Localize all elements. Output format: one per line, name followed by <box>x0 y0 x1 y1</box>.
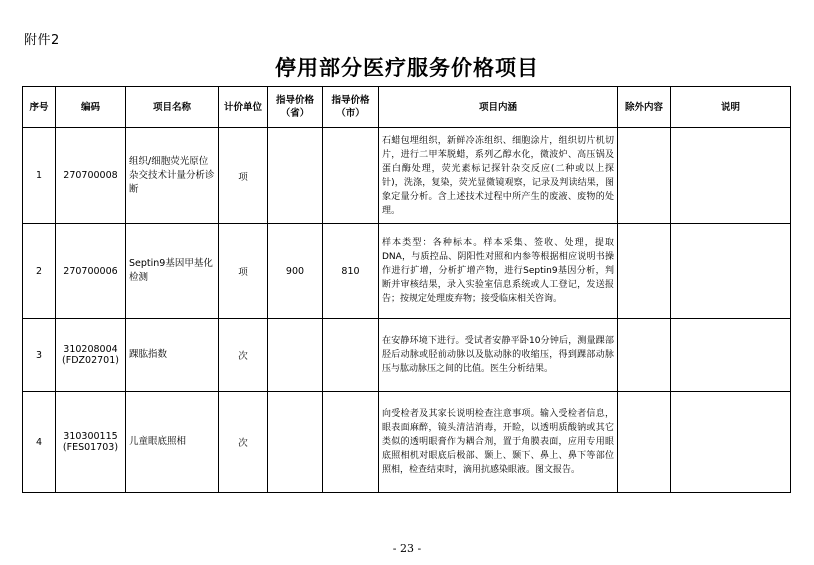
cell-price-city: 810 <box>323 224 379 319</box>
page-title: 停用部分医疗服务价格项目 <box>275 55 539 80</box>
cell-code <box>56 224 126 319</box>
header-price-provincial-line1: 指导价格 <box>275 95 314 106</box>
page-number: - 23 - <box>392 542 422 555</box>
cell-code-secondary: (FDZ02701) <box>62 355 119 366</box>
header-unit: 计价单位 <box>219 87 268 128</box>
cell-price-provincial <box>268 319 323 392</box>
cell-unit: 次 <box>219 319 268 392</box>
cell-name: 组织/细胞荧光原位杂交技术计量分析诊断 <box>126 128 219 224</box>
table-header-row <box>23 87 791 128</box>
cell-code-main: 310300115 <box>63 431 118 442</box>
cell-code-main: 270700008 <box>63 170 118 181</box>
cell-exclusions <box>618 128 671 224</box>
cell-price-city <box>323 392 379 493</box>
cell-content: 石蜡包埋组织，新鲜冷冻组织、细胞涂片，组织切片机切片，进行二甲苯脱蜡，系列乙醇水化，微波炉、高压锅及蛋白酶处理，荧光素标记探针杂交反应(二种或以上探针)，洗涤，复染，荧光显微镜观察，记录及判读结果，图象定量分析。含上述技术过程中所产生的废液、废物的处理。 <box>379 128 618 224</box>
cell-content: 样本类型：各种标本。样本采集、签收、处理，提取DNA，与质控品、阴阳性对照和内参等根据相应说明书操作进行扩增，分析扩增产物，进行Septin9基因分析，判断并审核结果，录入实验室信息系统或人工登记，发送报告；按规定处理废弃物；接受临床相关咨询。 <box>379 224 618 319</box>
cell-unit: 项 <box>219 224 268 319</box>
cell-seq: 4 <box>23 392 56 493</box>
price-items-table <box>22 86 791 493</box>
cell-code-main: 310208004 <box>63 344 118 355</box>
cell-seq: 2 <box>23 224 56 319</box>
cell-seq: 1 <box>23 128 56 224</box>
header-price-city-line1: 指导价格 <box>331 95 370 106</box>
cell-unit: 次 <box>219 392 268 493</box>
cell-code <box>56 128 126 224</box>
cell-exclusions <box>618 224 671 319</box>
cell-price-provincial: 900 <box>268 224 323 319</box>
cell-code <box>56 319 126 392</box>
header-price-city <box>323 87 379 128</box>
header-seq: 序号 <box>23 87 56 128</box>
cell-exclusions <box>618 392 671 493</box>
header-code: 编码 <box>56 87 126 128</box>
header-notes: 说明 <box>671 87 791 128</box>
header-exclusions: 除外内容 <box>618 87 671 128</box>
cell-price-city <box>323 128 379 224</box>
cell-name: Septin9基因甲基化检测 <box>126 224 219 319</box>
header-price-city-line2: （市） <box>336 108 365 119</box>
attachment-label: 附件2 <box>24 33 60 48</box>
cell-code-secondary: (FES01703) <box>62 442 119 453</box>
cell-seq: 3 <box>23 319 56 392</box>
cell-price-city <box>323 319 379 392</box>
cell-content: 在安静环境下进行。受试者安静平卧10分钟后，测量踝部胫后动脉或胫前动脉以及肱动脉的收缩压，得到踝部动脉压与肱动脉压之间的比值。医生分析结果。 <box>379 319 618 392</box>
header-content: 项目内涵 <box>379 87 618 128</box>
cell-notes <box>671 392 791 493</box>
cell-notes <box>671 224 791 319</box>
cell-notes <box>671 128 791 224</box>
cell-notes <box>671 319 791 392</box>
table-row <box>23 224 791 319</box>
table-row <box>23 392 791 493</box>
cell-unit: 项 <box>219 128 268 224</box>
header-price-provincial <box>268 87 323 128</box>
cell-price-provincial <box>268 392 323 493</box>
table-row <box>23 128 791 224</box>
cell-exclusions <box>618 319 671 392</box>
header-name: 项目名称 <box>126 87 219 128</box>
header-price-provincial-line2: （省） <box>280 108 310 119</box>
cell-code <box>56 392 126 493</box>
cell-code-main: 270700006 <box>63 265 118 277</box>
cell-price-provincial <box>268 128 323 224</box>
cell-name: 儿童眼底照相 <box>126 392 219 493</box>
cell-content: 向受检者及其家长说明检查注意事项。输入受检者信息，眼表面麻醉，镜头清洁消毒，开睑，以透明质酸钠或其它类似的透明眼膏作为耦合剂，置于角膜表面，应用专用眼底照相机对眼底后极部、颞上、颞下、鼻上、鼻下等部位照相，检查结束时，滴用抗感染眼液。图文报告。 <box>379 392 618 493</box>
cell-name: 踝肱指数 <box>126 319 219 392</box>
table-row <box>23 319 791 392</box>
